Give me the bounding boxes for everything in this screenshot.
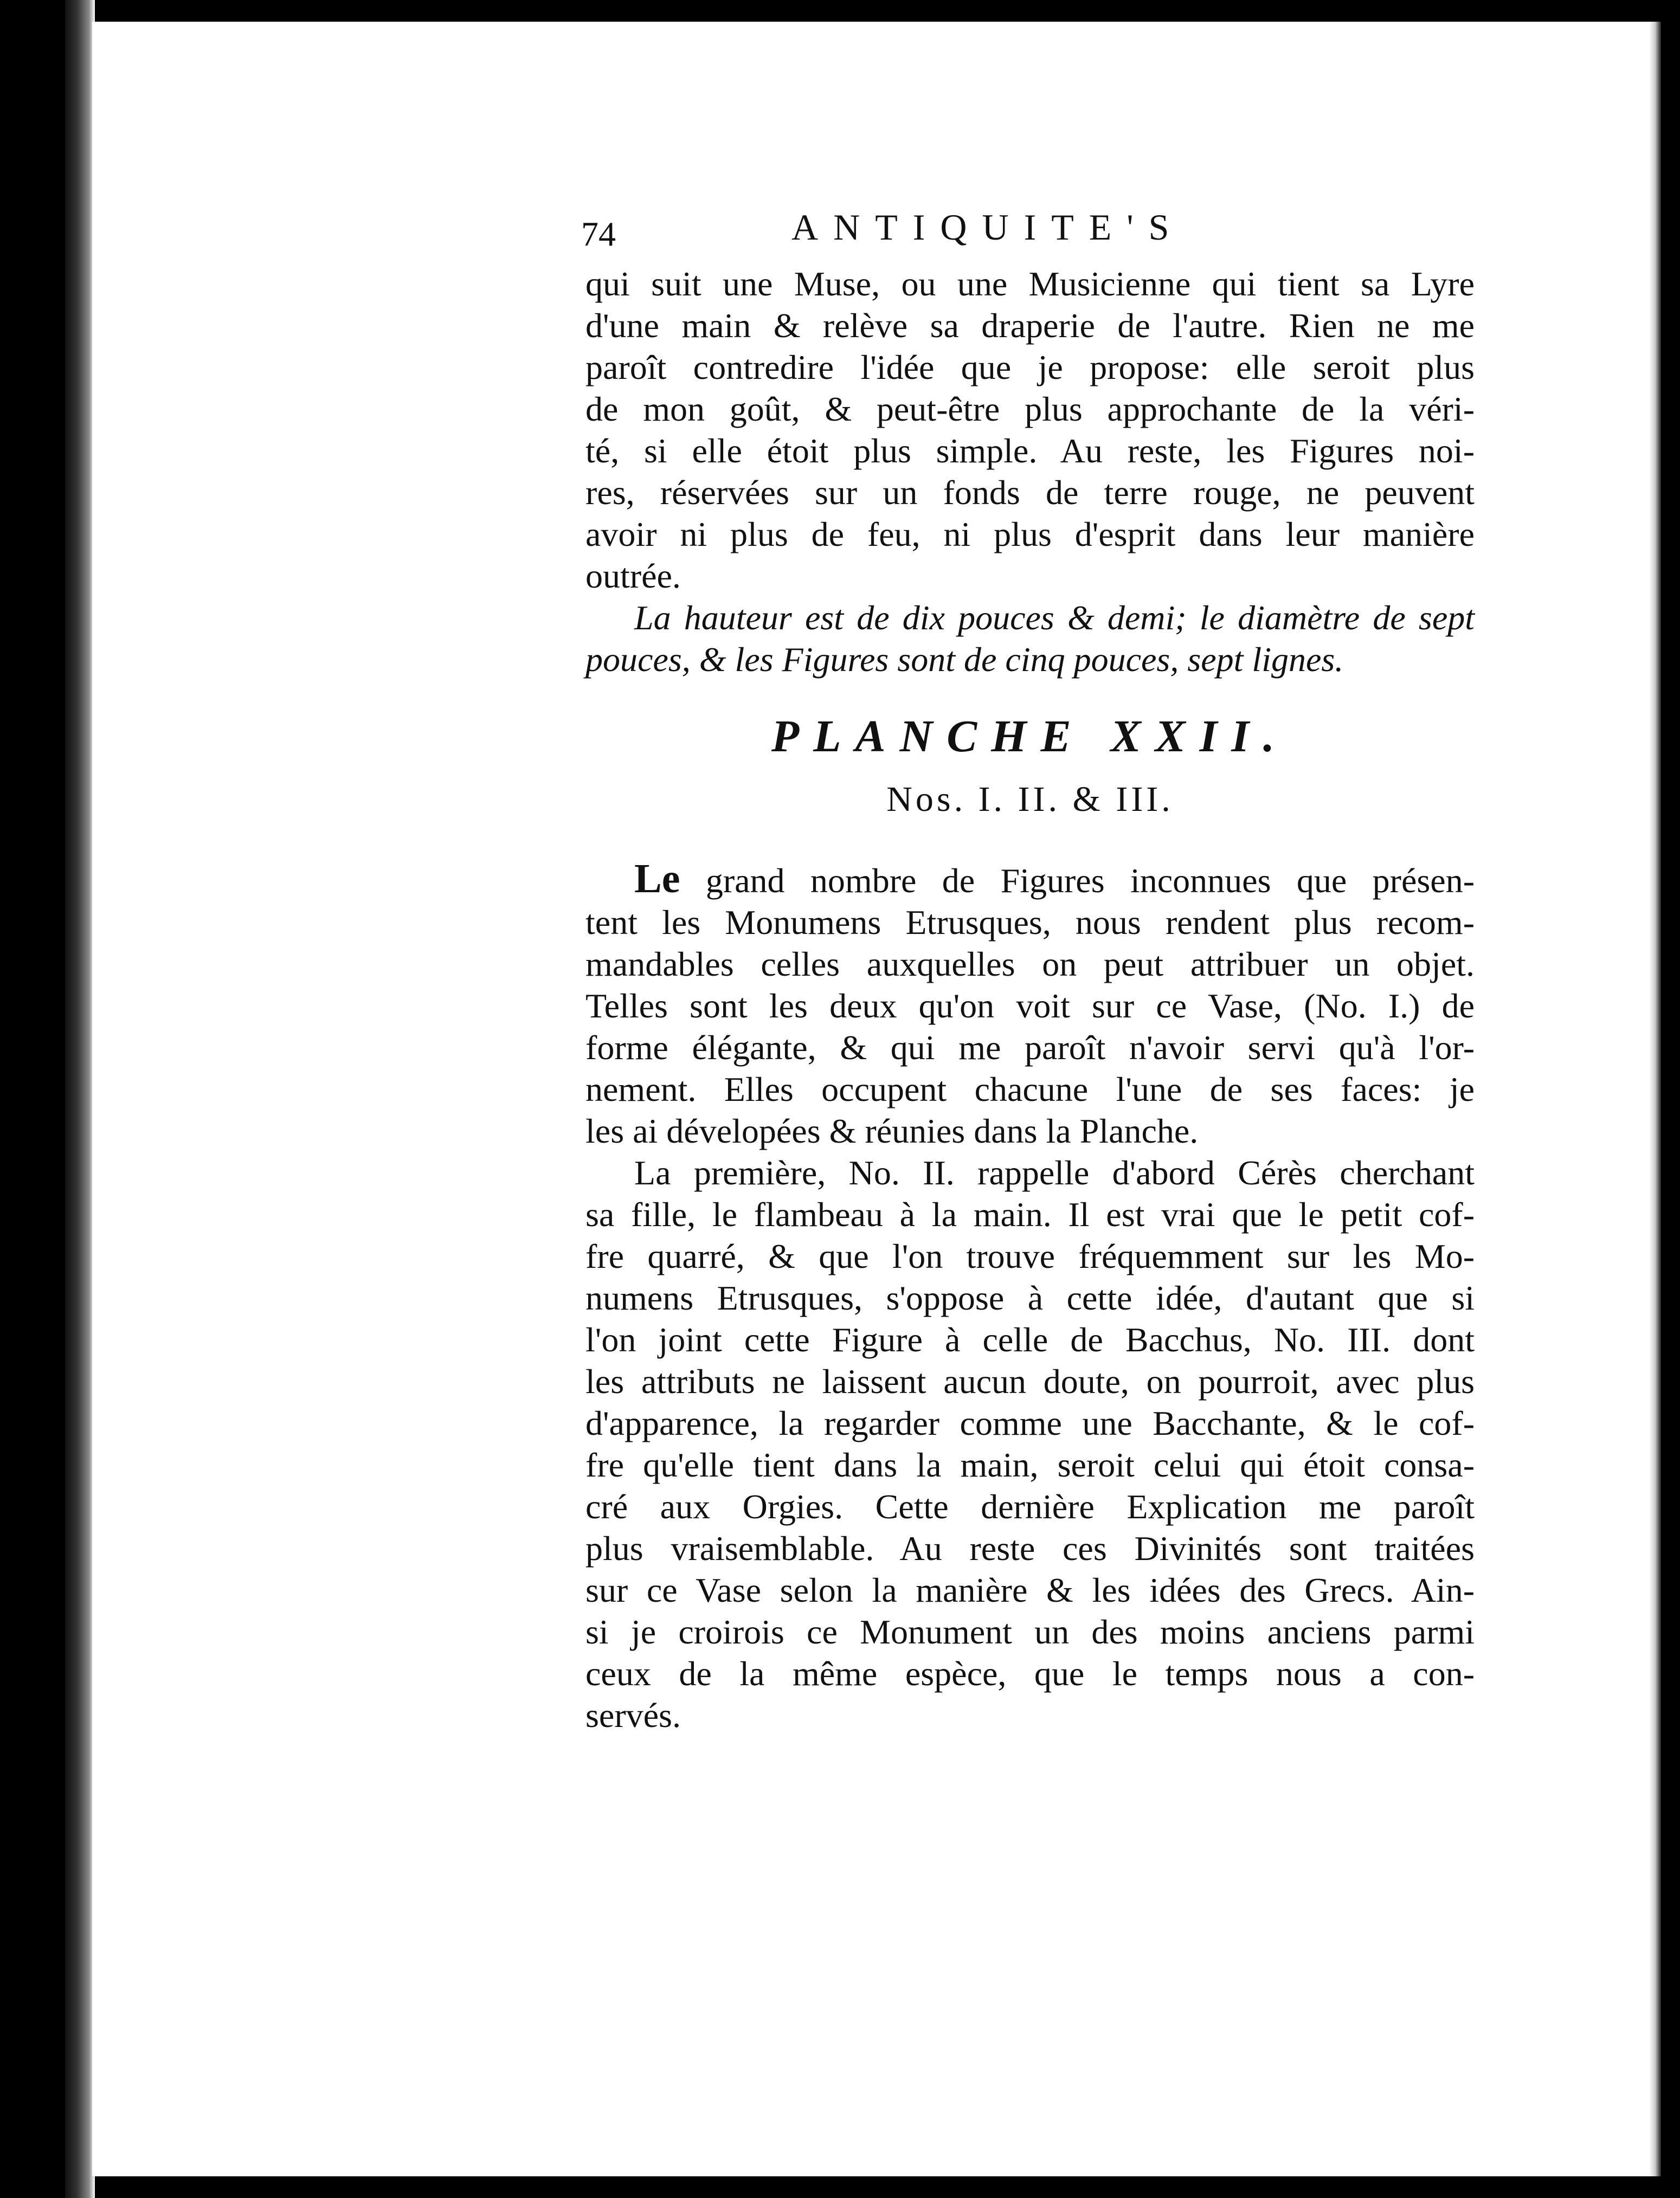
text-line: pouces, & les Figures sont de cinq pouces, sept lignes. bbox=[585, 640, 1344, 679]
plate-heading: PLANCHE XXII. bbox=[771, 711, 1289, 762]
text-line: nement. Elles occupent chacune l'une de ses faces: je bbox=[585, 1070, 1475, 1108]
text-line: paroît contredire l'idée que je propose: elle seroit plus bbox=[585, 348, 1475, 386]
text-line: fre quarré, & que l'on trouve fréquemment sur les Mo- bbox=[585, 1237, 1475, 1275]
text-line: qui suit une Muse, ou une Musicienne qui tient sa Lyre bbox=[585, 265, 1475, 303]
text-line: l'on joint cette Figure à celle de Bacchus, No. III. dont bbox=[585, 1320, 1475, 1359]
text-line: avoir ni plus de feu, ni plus d'esprit dans leur manière bbox=[585, 515, 1475, 553]
running-head bbox=[581, 203, 1475, 263]
text-line: fre qu'elle tient dans la main, seroit celui qui étoit consa- bbox=[585, 1446, 1475, 1484]
text-line: d'apparence, la regarder comme une Bacchante, & le cof- bbox=[585, 1404, 1475, 1442]
text-line: La première, No. II. rappelle d'abord Cérès cherchant bbox=[634, 1153, 1475, 1192]
page-number: 74 bbox=[581, 215, 616, 253]
text-line: tent les Monumens Etrusques, nous rendent plus recom- bbox=[585, 903, 1475, 942]
paragraph-plate-description bbox=[585, 858, 1475, 1152]
text-line: les attributs ne laissent aucun doute, on pourroit, avec plus bbox=[585, 1362, 1475, 1401]
dimensions-note bbox=[585, 597, 1475, 680]
page-gutter-shadow bbox=[65, 0, 95, 2198]
text-line: outrée. bbox=[585, 557, 681, 595]
text-line: La hauteur est de dix pouces & demi; le diamètre de sept bbox=[634, 598, 1475, 637]
text-line: numens Etrusques, s'oppose à cette idée, d'autant que si bbox=[585, 1279, 1475, 1317]
text-block bbox=[581, 203, 1475, 1736]
text-line: cré aux Orgies. Cette dernière Explication me paroît bbox=[585, 1487, 1475, 1526]
text-line: mandables celles auxquelles on peut attribuer un objet. bbox=[585, 945, 1475, 983]
text-line: Telles sont les deux qu'on voit sur ce Vase, (No. I.) de bbox=[585, 987, 1475, 1025]
plate-subheading: Nos. I. II. & III. bbox=[886, 779, 1174, 819]
text-line: si je croirois ce Monument un des moins anciens parmi bbox=[585, 1613, 1475, 1651]
drop-capital: Le bbox=[634, 856, 680, 901]
text-line: sur ce Vase selon la manière & les idées des Grecs. Ain- bbox=[585, 1571, 1475, 1609]
text-line: sa fille, le flambeau à la main. Il est vrai que le petit cof- bbox=[585, 1195, 1475, 1234]
text-line: ceux de la même espèce, que le temps nous a con- bbox=[585, 1654, 1475, 1693]
text-line: res, réservées sur un fonds de terre rouge, ne peuvent bbox=[585, 473, 1475, 512]
first-line-text: grand nombre de Figures inconnues que présen- bbox=[680, 861, 1475, 900]
text-line: servés. bbox=[585, 1696, 681, 1735]
text-line: de mon goût, & peut-être plus approchante de la véri- bbox=[585, 390, 1475, 428]
text-line bbox=[585, 858, 1475, 901]
paragraph-continued bbox=[585, 263, 1475, 597]
text-line: té, si elle étoit plus simple. Au reste, les Figures noi- bbox=[585, 431, 1475, 470]
running-title: ANTIQUITE'S bbox=[791, 207, 1185, 248]
paragraph-interpretation bbox=[585, 1152, 1475, 1736]
text-line: d'une main & relève sa draperie de l'autre. Rien ne me bbox=[585, 306, 1475, 345]
text-line: forme élégante, & qui me paroît n'avoir servi qu'à l'or- bbox=[585, 1028, 1475, 1067]
text-line: les ai dévelopées & réunies dans la Planche. bbox=[585, 1112, 1199, 1150]
page-right-edge bbox=[1649, 22, 1661, 2176]
text-line: plus vraisemblable. Au reste ces Divinités sont traitées bbox=[585, 1529, 1475, 1568]
